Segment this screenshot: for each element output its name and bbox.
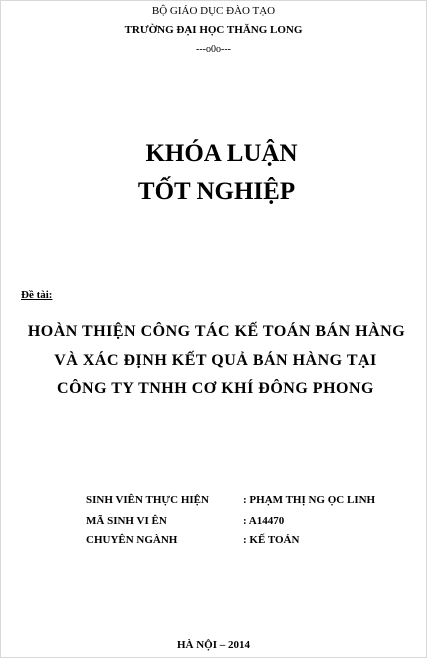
info-key-student-id: MÃ SINH VI ÊN bbox=[86, 515, 167, 527]
header-separator: ---o0o--- bbox=[196, 44, 231, 55]
topic-line-1: HOÀN THIỆN CÔNG TÁC KẾ TOÁN BÁN HÀNG bbox=[27, 323, 406, 340]
info-value-major: : KẾ TOÁN bbox=[243, 534, 300, 546]
topic-line-3: CÔNG TY TNHH CƠ KHÍ ĐÔNG PHONG bbox=[57, 380, 374, 397]
info-key-major: CHUYÊN NGÀNH bbox=[86, 534, 178, 546]
info-key-student: SINH VIÊN THỰC HIỆN bbox=[86, 494, 209, 506]
place-and-year: HÀ NỘI – 2014 bbox=[176, 639, 251, 651]
info-value-student: : PHẠM THỊ NG ỌC LINH bbox=[243, 494, 376, 506]
topic-label: Đề tài: bbox=[21, 289, 53, 301]
topic-line-2: VÀ XÁC ĐỊNH KẾT QUẢ BÁN HÀNG TẠI bbox=[54, 352, 377, 369]
thesis-title-line-2: TỐT NGHIỆP bbox=[137, 178, 296, 205]
info-value-student-id: : A14470 bbox=[243, 515, 285, 527]
info-row-student bbox=[86, 494, 375, 507]
ministry-name: BỘ GIÁO DỤC ĐÀO TẠO bbox=[151, 5, 276, 17]
thesis-title-line-1: KHÓA LUẬN bbox=[145, 140, 298, 167]
info-row-major bbox=[86, 534, 299, 547]
info-row-student-id bbox=[86, 515, 284, 528]
university-name: TRƯỜNG ĐẠI HỌC THĂNG LONG bbox=[124, 24, 303, 36]
